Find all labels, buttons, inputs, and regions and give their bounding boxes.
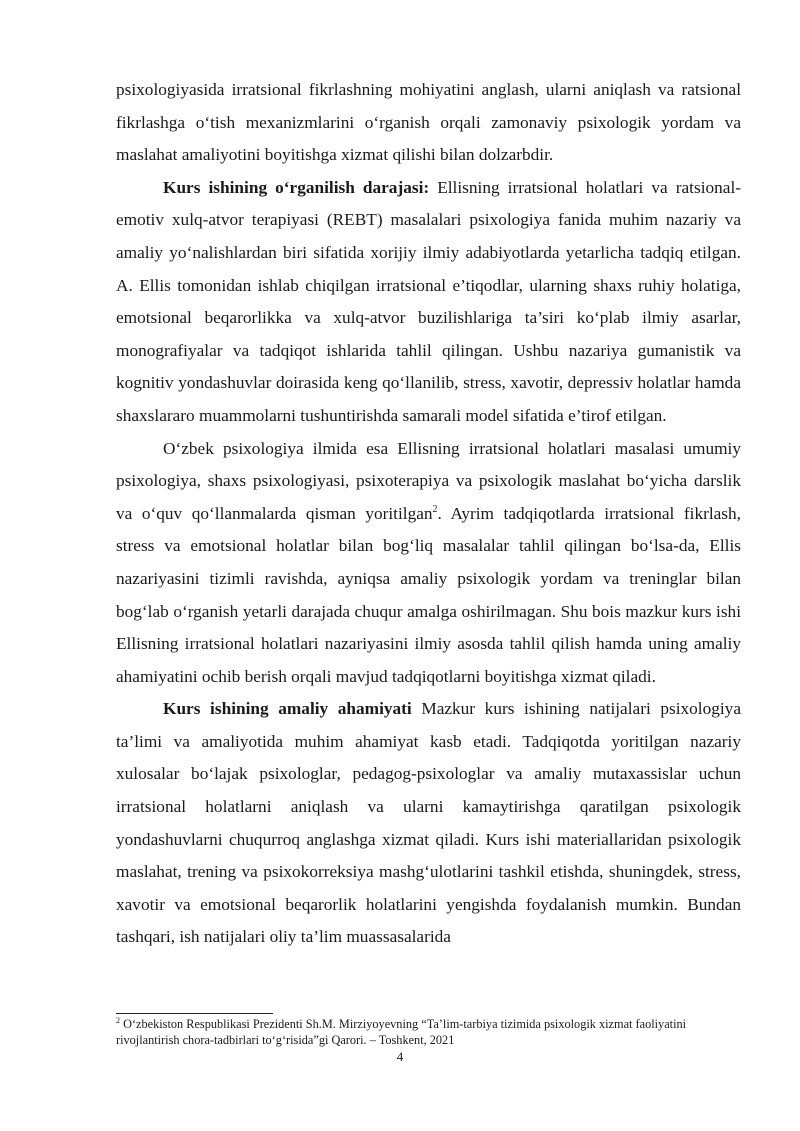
page-body [116,74,741,954]
section-heading-practical-significance: Kurs ishining amaliy ahamiyati [163,699,412,719]
paragraph-text: O‘zbek psixologiya ilmida esa Ellisning irratsional holatlari masalasi umumiy psixologiya, shaxs psixologiyasi, psixoterapiya va psixologik maslahat bo‘yicha darslik va o‘quv qo‘llanmalarda qisman yoritilgan [116,438,741,523]
paragraph-study-degree [116,172,741,433]
footnote-separator [116,1013,273,1014]
paragraph-text: . Ayrim tadqiqotlarda irratsional fikrlash, stress va emotsional holatlar bilan bog‘liq masalalar tahlil qilingan bo‘lsa-da, Ellis nazariyasini tizimli ravishda, ayniqsa amaliy psixologik yordam va treninglar bilan bog‘lab o‘rganish yetarli darajada chuqur amalga oshirilmagan. Shu bois mazkur kurs ishi Ellisning irratsional holatlari nazariyasini ilmiy asosda tahlil qilish hamda uning amaliy ahamiyatini ochib berish orqali mavjud tadqiqotlarni boyitishga xizmat qiladi. [116,503,741,686]
section-heading-study-degree: Kurs ishining o‘rganilish darajasi: [163,177,430,197]
paragraph-text: Mazkur kurs ishining natijalari psixologiya ta’limi va amaliyotida muhim ahamiyat kasb etadi. Tadqiqotda yoritilgan nazariy xulosalar bo‘lajak psixologlar, pedagog-psixologlar va amaliy mutaxassislar uchun irratsional holatlarni aniqlash va ularni kamaytirishga qaratilgan psixologik yondashuvlarni chuqurroq anglashga xizmat qiladi. Kurs ishi materiallaridan psixologik maslahat, trening va psixokorreksiya mashg‘ulotlarini tashkil etishda, shuningdek, stress, xavotir va emotsional beqarorlik holatlarini yengishda foydalanish mumkin. Bundan tashqari, ish natijalari oliy ta’lim muassasalarida [116,699,741,947]
footnote-reference[interactable]: 2 [432,503,438,515]
paragraph-continuation [116,74,741,172]
paragraph-text: psixologiyasida irratsional fikrlashning mohiyatini anglash, ularni aniqlash va ratsional fikrlashga o‘tish mexanizmlarini o‘rganish orqali zamonaviy psixologik yordam va maslahat amaliyotini boyitishga xizmat qilishi bilan dolzarbdir. [116,80,741,165]
page-number: 4 [396,1049,404,1064]
paragraph-uzbek-psychology [116,433,741,694]
paragraph-practical-significance [116,693,741,954]
footnote-number: 2 [116,1015,120,1025]
paragraph-text: Ellisning irratsional holatlari va ratsional-emotiv xulq-atvor terapiyasi (REBT) masalalari psixologiya fanida muhim nazariy va amaliy yo‘nalishlardan biri sifatida xorijiy ilmiy adabiyotlarda yetarlicha tadqiq etilgan. A. Ellis tomonidan ishlab chiqilgan irratsional e’tiqodlar, ularning shaxs ruhiy holatiga, emotsional beqarorlikka va xulq-atvor buzilishlariga ta’siri ko‘plab ilmiy asarlar, monografiyalar va tadqiqot ishlarida tahlil qilingan. Ushbu nazariya gumanistik va kognitiv yondashuvlar doirasida keng qo‘llanilib, stress, xavotir, depressiv holatlar hamda shaxslararo muammolarni tushuntirishda samarali model sifatida e’tirof etilgan. [116,177,741,425]
footnote [116,1017,741,1048]
footnote-text: O‘zbekiston Respublikasi Prezidenti Sh.M. Mirziyoyevning “Ta’lim-tarbiya tizimida psixologik xizmat faoliyatini rivojlantirish chora-tadbirlari to‘g‘risida”gi Qarori. – Toshkent, 2021 [116,1017,687,1047]
